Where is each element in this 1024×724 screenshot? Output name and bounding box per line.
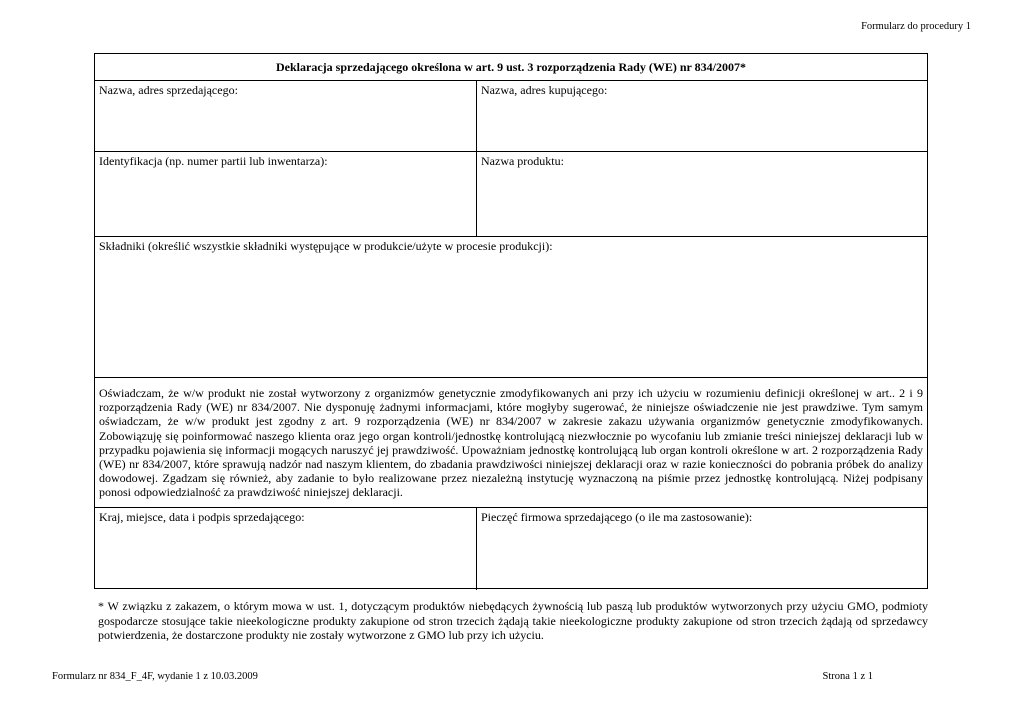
declaration-row — [95, 378, 927, 508]
ingredients-field[interactable]: Składniki (określić wszystkie składniki występujące w produkcie/użyte w procesie produkcji): — [99, 239, 553, 253]
product-name-field[interactable]: Nazwa produktu: — [481, 154, 564, 168]
buyer-name-address-field[interactable]: Nazwa, adres kupującego: — [481, 83, 608, 97]
country-place-date-signature-field[interactable]: Kraj, miejsce, data i podpis sprzedającego: — [95, 508, 477, 590]
footnote: * W związku z zakazem, o którym mowa w ust. 1, dotyczącym produktów niebędących żywnością lub paszą lub produktów wytworzonych przy użyciu GMO, podmioty gospodarcze stosujące takie nieekologiczne produkty zakupione od stron trzecich żądają takie nieekologiczne produkty zakupione od stron trzecich żądają od sprzedawcy potwierdzenia, że dostarczone produkty nie zostały wytworzone z GMO lub przy ich użyciu. — [98, 599, 928, 642]
identification-field[interactable]: Identyfikacja (np. numer partii lub inwentarza): — [95, 152, 477, 236]
seller-name-address-field[interactable]: Nazwa, adres sprzedającego: — [95, 81, 477, 151]
parties-row — [95, 81, 927, 152]
form-title-row — [95, 54, 927, 81]
declaration-form-table — [94, 53, 928, 589]
signature-row — [95, 508, 927, 590]
ingredients-row — [95, 237, 927, 378]
page-number: Strona 1 z 1 — [822, 671, 873, 682]
product-row — [95, 152, 927, 237]
company-stamp-field[interactable]: Pieczęć firmowa sprzedającego (o ile ma zastosowanie): — [481, 510, 753, 524]
declaration-text: Oświadczam, że w/w produkt nie został wytworzony z organizmów genetycznie zmodyfikowanych ani przy ich użyciu w rozumieniu definicji określonej w art.. 2 i 9 rozporządzenia Rady (WE) nr 834/2007. Nie dysponuję żadnymi informacjami, które mogłyby sugerować, że niniejsze oświadczenie nie jest prawdziwe. Tym samym oświadczam, że w/w produkt jest zgodny z art. 9 rozporządzenia (WE) nr 834/2007 w zakresie zakazu używania organizmów genetycznie zmodyfikowanych. Zobowiązuję się poinformować naszego klienta oraz jego organ kontroli/jednostkę kontrolującą niezwłocznie po wycofaniu lub zmianie treści niniejszej deklaracji lub w przypadku pojawienia się informacji mogących naruszyć jej prawdziwość. Upoważniam jednostkę kontrolującą lub organ kontroli określone w art. 2 rozporządzenia Rady (WE) nr 834/2007, które sprawują nadzór nad naszym klientem, do zbadania prawdziwości niniejszej deklaracji oraz w razie konieczności do pobrania próbek do analizy dowodowej. Zgadzam się również, aby zadanie to było realizowane przez niezależną instytucję wyznaczoną na piśmie przez jednostkę kontrolującą. Niżej podpisany ponosi odpowiedzialność za prawdziwość niniejszej deklaracji. — [99, 386, 923, 500]
form-title: Deklaracja sprzedającego określona w art. 9 ust. 3 rozporządzenia Rady (WE) nr 834/2007* — [276, 60, 746, 74]
form-id: Formularz nr 834_F_4F, wydanie 1 z 10.03.2009 — [52, 671, 258, 682]
procedure-label: Formularz do procedury 1 — [861, 21, 971, 32]
